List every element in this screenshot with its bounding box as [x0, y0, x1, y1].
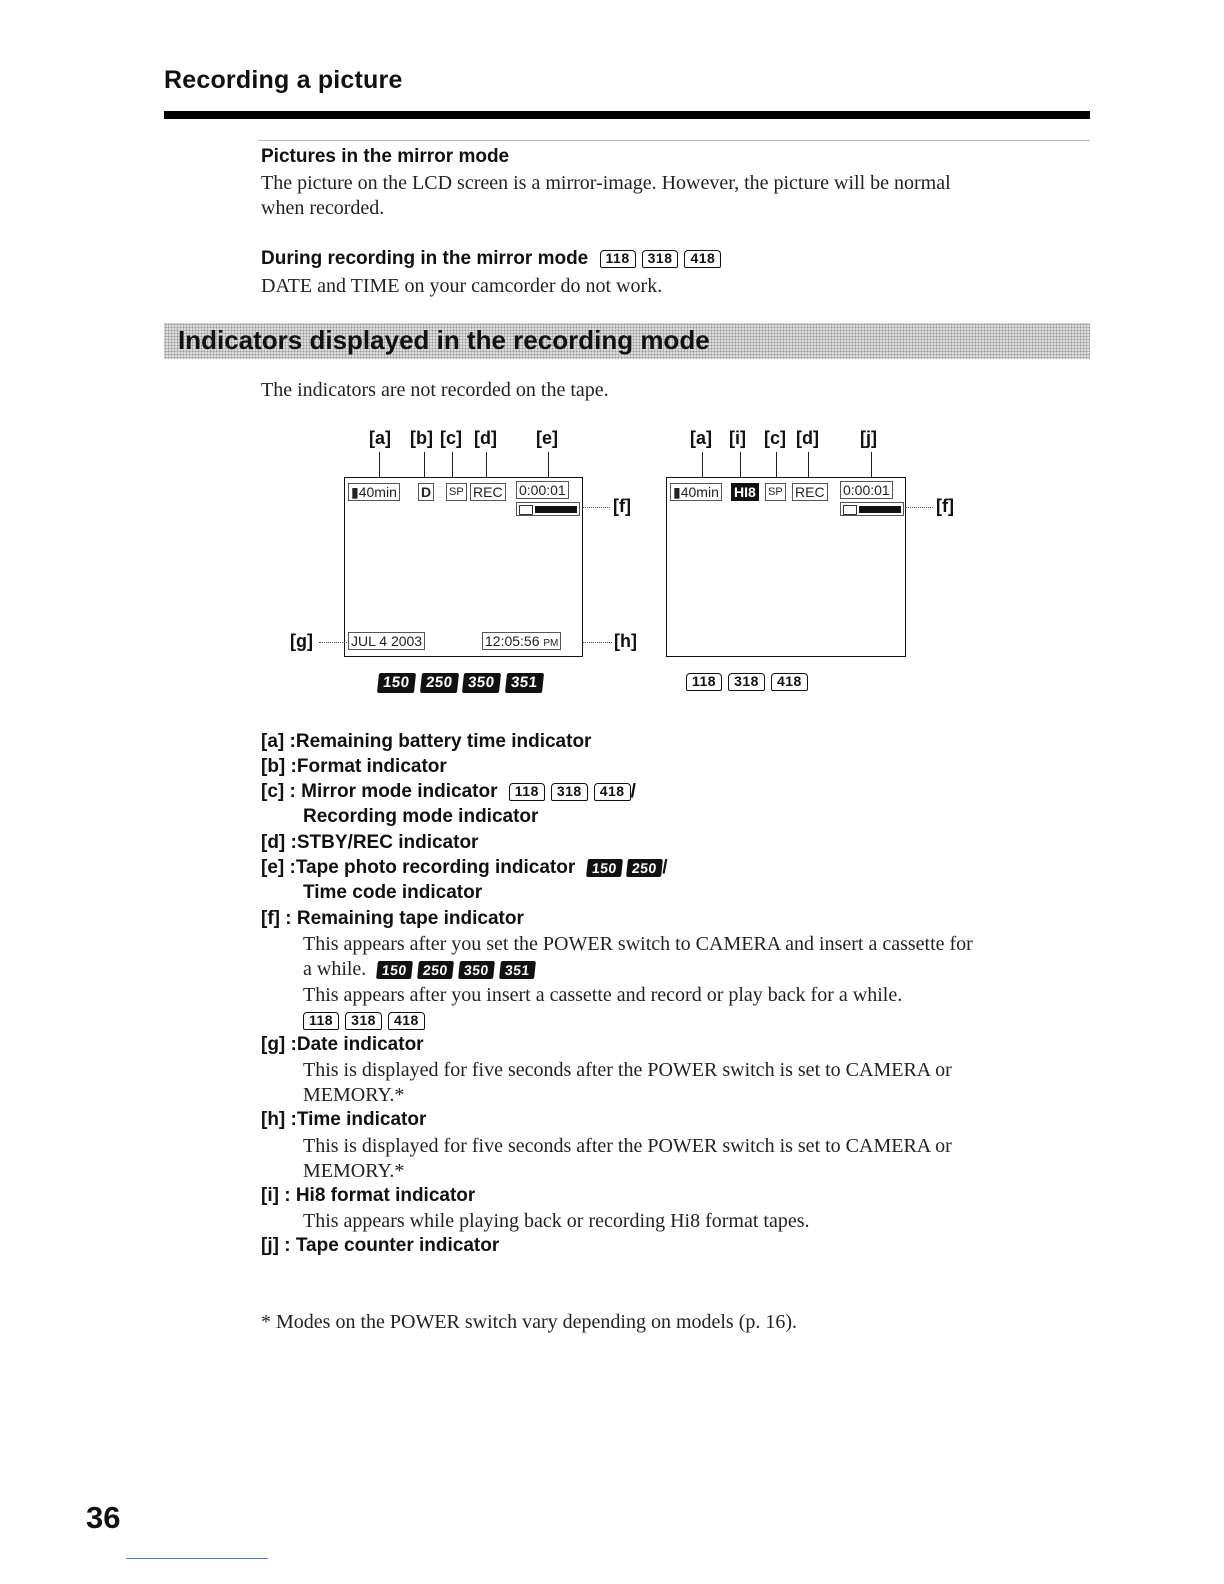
legend-b-key: [b] — [261, 756, 286, 777]
legend-b — [261, 756, 447, 778]
legend-j-text: : Tape counter indicator — [284, 1235, 500, 1256]
model-badges-left-figure — [378, 673, 542, 693]
battery-icon: ▮ — [351, 484, 359, 500]
title-rule — [164, 111, 1090, 119]
fig-left-label-d: [d] — [474, 428, 497, 448]
model-badge-351: 351 — [505, 673, 544, 693]
right-mode-indicator: SP — [765, 483, 786, 501]
slash: / — [662, 857, 668, 878]
during-recording-heading-text: During recording in the mirror mode — [261, 248, 589, 269]
model-badge-350: 350 — [462, 673, 501, 693]
legend-c-key: [c] — [261, 781, 285, 802]
legend-e — [261, 857, 668, 879]
legend-a-text: :Remaining battery time indicator — [289, 731, 592, 752]
legend-g — [261, 1034, 424, 1056]
model-badges-right-figure — [686, 673, 808, 691]
legend-h-desc2: MEMORY.* — [303, 1160, 405, 1182]
legend-i-text: : Hi8 format indicator — [284, 1185, 476, 1206]
model-badges-mirror — [600, 250, 722, 268]
model-badge-418: 418 — [594, 783, 631, 801]
model-badge-350: 350 — [458, 961, 495, 979]
mirror-mode-heading: Pictures in the mirror mode — [261, 146, 510, 167]
legend-f-desc3: This appears after you insert a cassette and record or play back for a while. — [303, 984, 903, 1006]
fig-left-label-e: [e] — [536, 428, 558, 448]
fig-right-label-c: [c] — [764, 428, 786, 448]
right-battery-time: 40min — [680, 484, 719, 500]
intro-text: The indicators are not recorded on the tape. — [261, 379, 609, 401]
mirror-mode-body-line1: The picture on the LCD screen is a mirror-image. However, the picture will be normal — [261, 172, 951, 194]
leader-line-f-right — [905, 507, 933, 508]
legend-h-desc1: This is displayed for five seconds after the POWER switch is set to CAMERA or — [303, 1135, 952, 1157]
model-badge-150: 150 — [377, 673, 416, 693]
legend-e-text: :Tape photo recording indicator — [289, 857, 576, 878]
model-badge-118: 118 — [686, 673, 722, 691]
right-tape-icon — [843, 505, 857, 515]
legend-g-key: [g] — [261, 1034, 286, 1055]
mirror-mode-body-line2: when recorded. — [261, 197, 385, 219]
fig-right-label-j: [j] — [860, 428, 877, 448]
leader-line-g — [319, 642, 347, 643]
hi8-format-indicator: HI8 — [731, 483, 759, 501]
time-value: 12:05:56 — [485, 633, 540, 649]
legend-f — [261, 908, 524, 930]
fig-right-label-d: [d] — [796, 428, 819, 448]
time-suffix: PM — [543, 638, 559, 649]
legend-f-badges-2 — [303, 1008, 425, 1033]
model-badge-118: 118 — [509, 783, 545, 801]
model-badge-250: 250 — [417, 961, 454, 979]
model-badge-318: 318 — [728, 673, 765, 691]
right-battery-icon: ▮ — [673, 484, 681, 500]
mode-indicator: SP — [446, 483, 467, 501]
leader-line-d — [486, 452, 487, 479]
legend-f-desc2 — [303, 957, 535, 982]
model-badge-250: 250 — [626, 859, 663, 877]
right-leader-line-c — [776, 452, 777, 479]
section-banner — [164, 323, 1090, 359]
format-indicator: D — [418, 483, 434, 501]
during-recording-heading — [261, 248, 721, 270]
legend-g-desc1: This is displayed for five seconds after the POWER switch is set to CAMERA or — [303, 1059, 952, 1081]
legend-c — [261, 781, 636, 803]
time-indicator — [482, 632, 561, 650]
right-leader-line-j — [871, 452, 872, 479]
model-badge-418: 418 — [684, 250, 721, 268]
fig-left-label-a: [a] — [369, 428, 391, 448]
tape-remaining-fill — [535, 506, 577, 513]
legend-h — [261, 1109, 426, 1131]
legend-c-text: : Mirror mode indicator — [289, 781, 498, 802]
legend-e-cont: Time code indicator — [303, 882, 483, 903]
right-tape-remaining-fill — [859, 506, 901, 513]
legend-f-badges-2-group — [303, 1012, 425, 1030]
battery-time: 40min — [358, 484, 397, 500]
legend-a-key: [a] — [261, 731, 285, 752]
model-badge-150: 150 — [376, 961, 413, 979]
legend-d-key: [d] — [261, 832, 286, 853]
tape-icon — [519, 505, 533, 515]
leader-line-c — [452, 452, 453, 479]
footer-line — [126, 1558, 268, 1559]
legend-e-key: [e] — [261, 857, 285, 878]
fig-right-label-i: [i] — [729, 428, 746, 448]
legend-i-key: [i] — [261, 1185, 279, 1206]
model-badge-150: 150 — [586, 859, 623, 877]
section-divider — [258, 140, 1090, 141]
legend-a — [261, 731, 591, 753]
slash: / — [630, 781, 636, 802]
model-badge-318: 318 — [642, 250, 679, 268]
legend-f-desc2-text: a while. — [303, 958, 367, 980]
legend-d — [261, 832, 478, 854]
legend-h-key: [h] — [261, 1109, 286, 1130]
model-badge-351: 351 — [499, 961, 536, 979]
legend-e-badges — [587, 859, 663, 877]
legend-f-desc1: This appears after you set the POWER switch to CAMERA and insert a cassette for — [303, 933, 973, 955]
legend-i — [261, 1185, 475, 1207]
tape-counter-indicator: 0:00:01 — [840, 481, 893, 499]
model-badge-118: 118 — [600, 250, 636, 268]
fig-left-label-f: [f] — [613, 496, 631, 516]
model-badge-318: 318 — [345, 1012, 382, 1030]
right-leader-line-a — [702, 452, 703, 479]
fig-left-label-g: [g] — [290, 631, 313, 651]
leader-line-b — [424, 452, 425, 479]
battery-indicator — [348, 483, 400, 501]
leader-line-h — [582, 642, 612, 643]
right-leader-line-i — [740, 452, 741, 479]
fig-right-label-f: [f] — [936, 496, 954, 516]
date-indicator: JUL 4 2003 — [348, 632, 425, 650]
legend-h-text: :Time indicator — [290, 1109, 427, 1130]
section-title: Indicators displayed in the recording mode — [178, 325, 710, 355]
model-badge-118: 118 — [303, 1012, 339, 1030]
leader-line-e — [548, 452, 549, 479]
right-battery-indicator — [670, 483, 722, 501]
fig-left-label-h: [h] — [614, 631, 637, 651]
legend-f-text: : Remaining tape indicator — [285, 908, 524, 929]
model-badge-318: 318 — [551, 783, 588, 801]
legend-c-badges — [509, 783, 631, 801]
page-title: Recording a picture — [164, 66, 403, 94]
legend-g-desc2: MEMORY.* — [303, 1084, 405, 1106]
right-leader-line-d — [808, 452, 809, 479]
timecode-indicator: 0:00:01 — [516, 481, 569, 499]
legend-f-key: [f] — [261, 908, 280, 929]
legend-j-key: [j] — [261, 1235, 279, 1256]
rec-indicator: REC — [470, 483, 506, 501]
fig-left-label-c: [c] — [440, 428, 462, 448]
model-badge-418: 418 — [388, 1012, 425, 1030]
leader-line-f-left — [582, 507, 610, 508]
legend-f-badges-1 — [377, 961, 534, 979]
page-number: 36 — [86, 1500, 121, 1535]
model-badge-250: 250 — [419, 673, 458, 693]
legend-g-text: :Date indicator — [290, 1034, 424, 1055]
legend-d-text: :STBY/REC indicator — [290, 832, 479, 853]
model-badge-418: 418 — [771, 673, 808, 691]
right-rec-indicator: REC — [792, 483, 828, 501]
fig-left-label-b: [b] — [410, 428, 433, 448]
legend-c-cont: Recording mode indicator — [303, 806, 539, 827]
fig-right-label-a: [a] — [690, 428, 712, 448]
during-recording-body: DATE and TIME on your camcorder do not work. — [261, 275, 663, 297]
footnote: * Modes on the POWER switch vary depending on models (p. 16). — [261, 1311, 798, 1333]
right-tape-remaining-bar — [840, 502, 904, 516]
legend-i-desc1: This appears while playing back or recording Hi8 format tapes. — [303, 1210, 810, 1232]
leader-line-a — [379, 452, 380, 479]
tape-remaining-bar — [516, 502, 580, 516]
legend-b-text: :Format indicator — [290, 756, 447, 777]
legend-j — [261, 1235, 499, 1257]
